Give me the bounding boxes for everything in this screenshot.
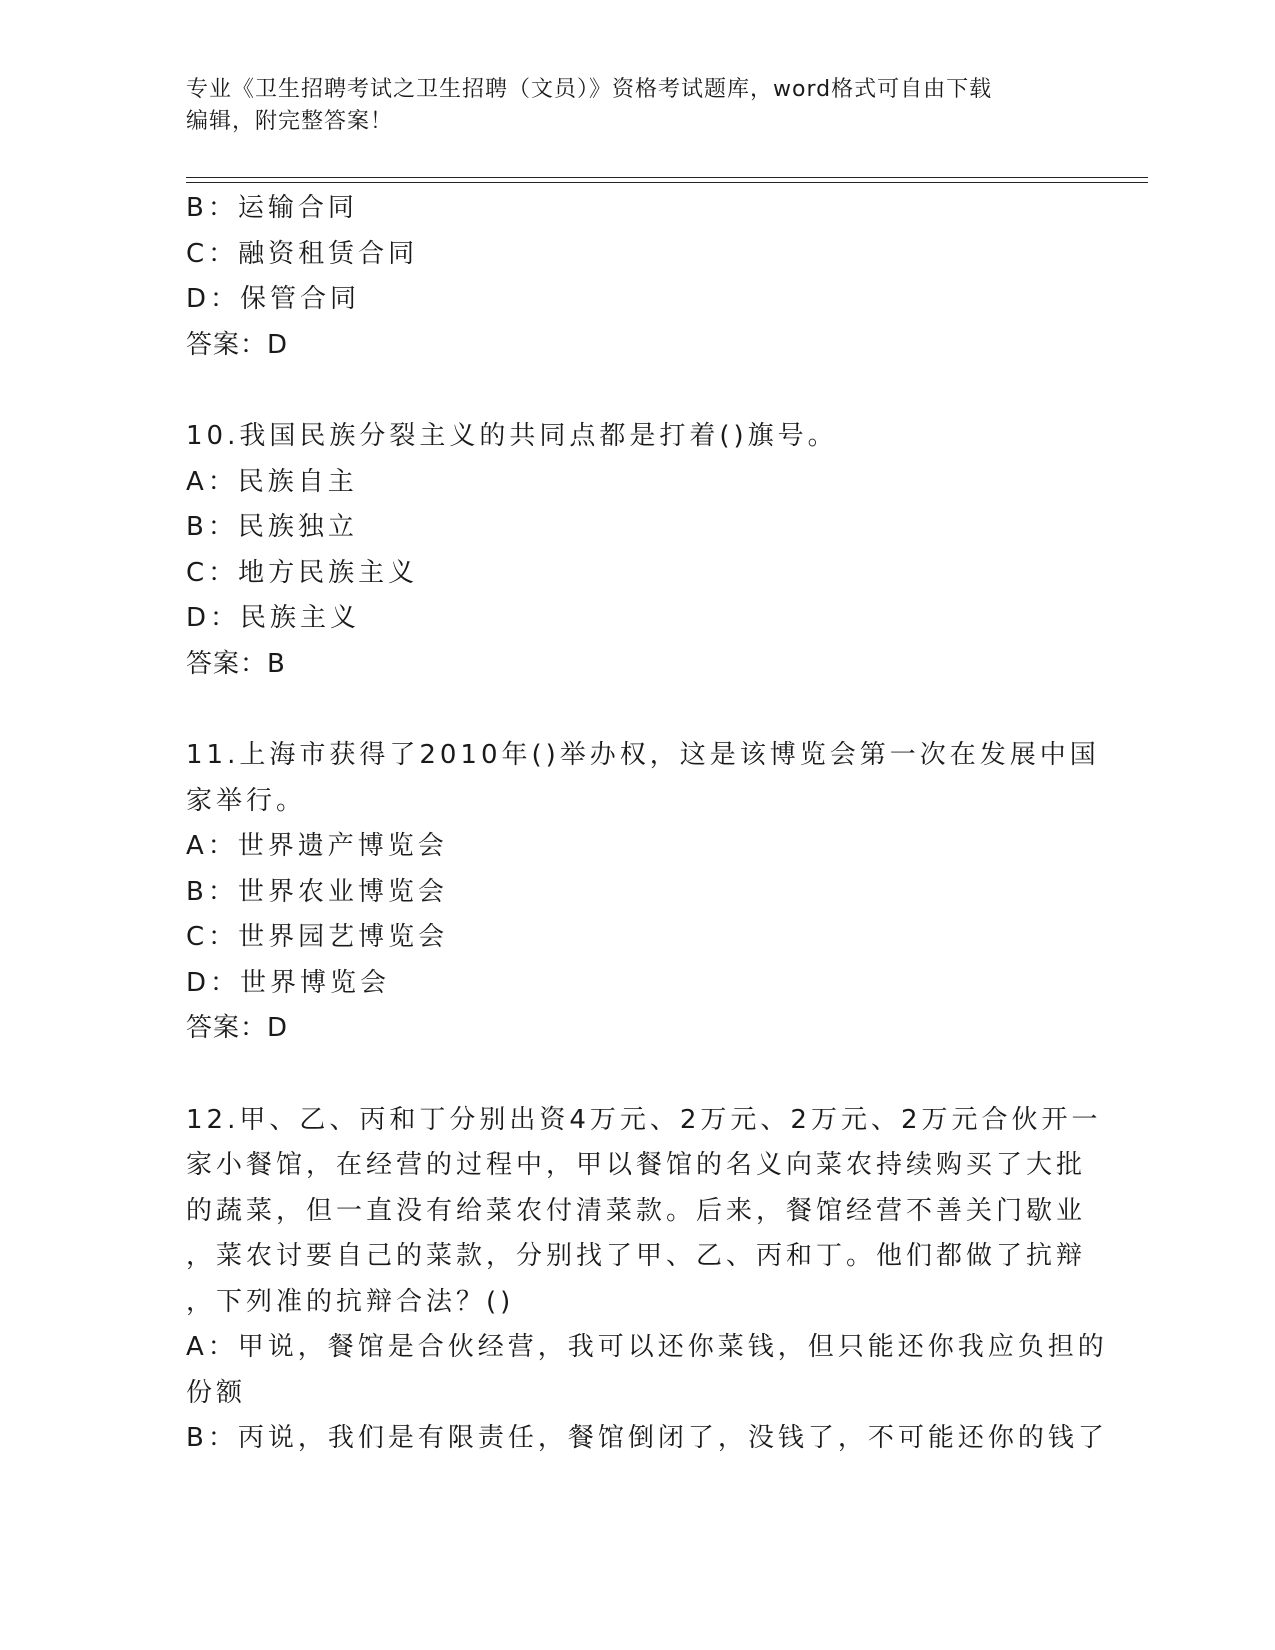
question-stem: 11.上海市获得了2010年()举办权，这是该博览会第一次在发展中国 [186,740,1100,770]
question-12 [186,1098,1108,1462]
header-line-1: 专业《卫生招聘考试之卫生招聘（文员）》资格考试题库，word格式可自由下载 [186,77,993,102]
option-c: C：世界园艺博览会 [186,922,449,952]
option-a: A：民族自主 [186,466,358,497]
answer: 答案：D [186,1013,289,1043]
question-list [186,186,1108,1462]
document-header [186,74,1066,138]
option-a: A：世界遗产博览会 [186,831,448,861]
question-stem: 12.甲、乙、丙和丁分别出资4万元、2万元、2万元、2万元合伙开一 [186,1104,1102,1135]
question-stem-continued: ，菜农讨要自己的菜款，分别找了甲、乙、丙和丁。他们都做了抗辩 [186,1241,1087,1271]
question-11 [186,733,1100,1052]
option-a-continued: 份额 [186,1377,247,1408]
answer: 答案：D [186,329,289,360]
header-line-2: 编辑，附完整答案！ [186,109,394,134]
header-divider-bottom [186,182,1148,183]
option-a: A：甲说，餐馆是合伙经营，我可以还你菜钱，但只能还你我应负担的 [186,1332,1108,1362]
question-9 [186,186,1086,368]
option-b: B：运输合同 [186,193,358,223]
answer: 答案：B [186,648,286,679]
question-stem-continued: 的蔬菜，但一直没有给菜农付清菜款。后来，餐馆经营不善关门歇业 [186,1195,1087,1226]
question-stem: 10.我国民族分裂主义的共同点都是打着()旗号。 [186,421,838,451]
option-d: D：保管合同 [186,284,361,314]
option-d: D：民族主义 [186,603,361,633]
question-stem-continued: 家举行。 [186,785,307,816]
question-stem-continued: ，下列准的抗辩合法？() [186,1286,515,1317]
question-stem-continued: 家小餐馆，在经营的过程中，甲以餐馆的名义向菜农持续购买了大批 [186,1150,1087,1180]
option-d: D：世界博览会 [186,967,391,998]
header-divider-top [186,177,1148,178]
option-c: C：融资租赁合同 [186,238,419,269]
option-c: C：地方民族主义 [186,557,419,588]
option-b: B：民族独立 [186,512,358,542]
question-10 [186,414,1086,687]
option-b: B：丙说，我们是有限责任，餐馆倒闭了，没钱了，不可能还你的钱了 [186,1423,1108,1453]
option-b: B：世界农业博览会 [186,876,448,907]
